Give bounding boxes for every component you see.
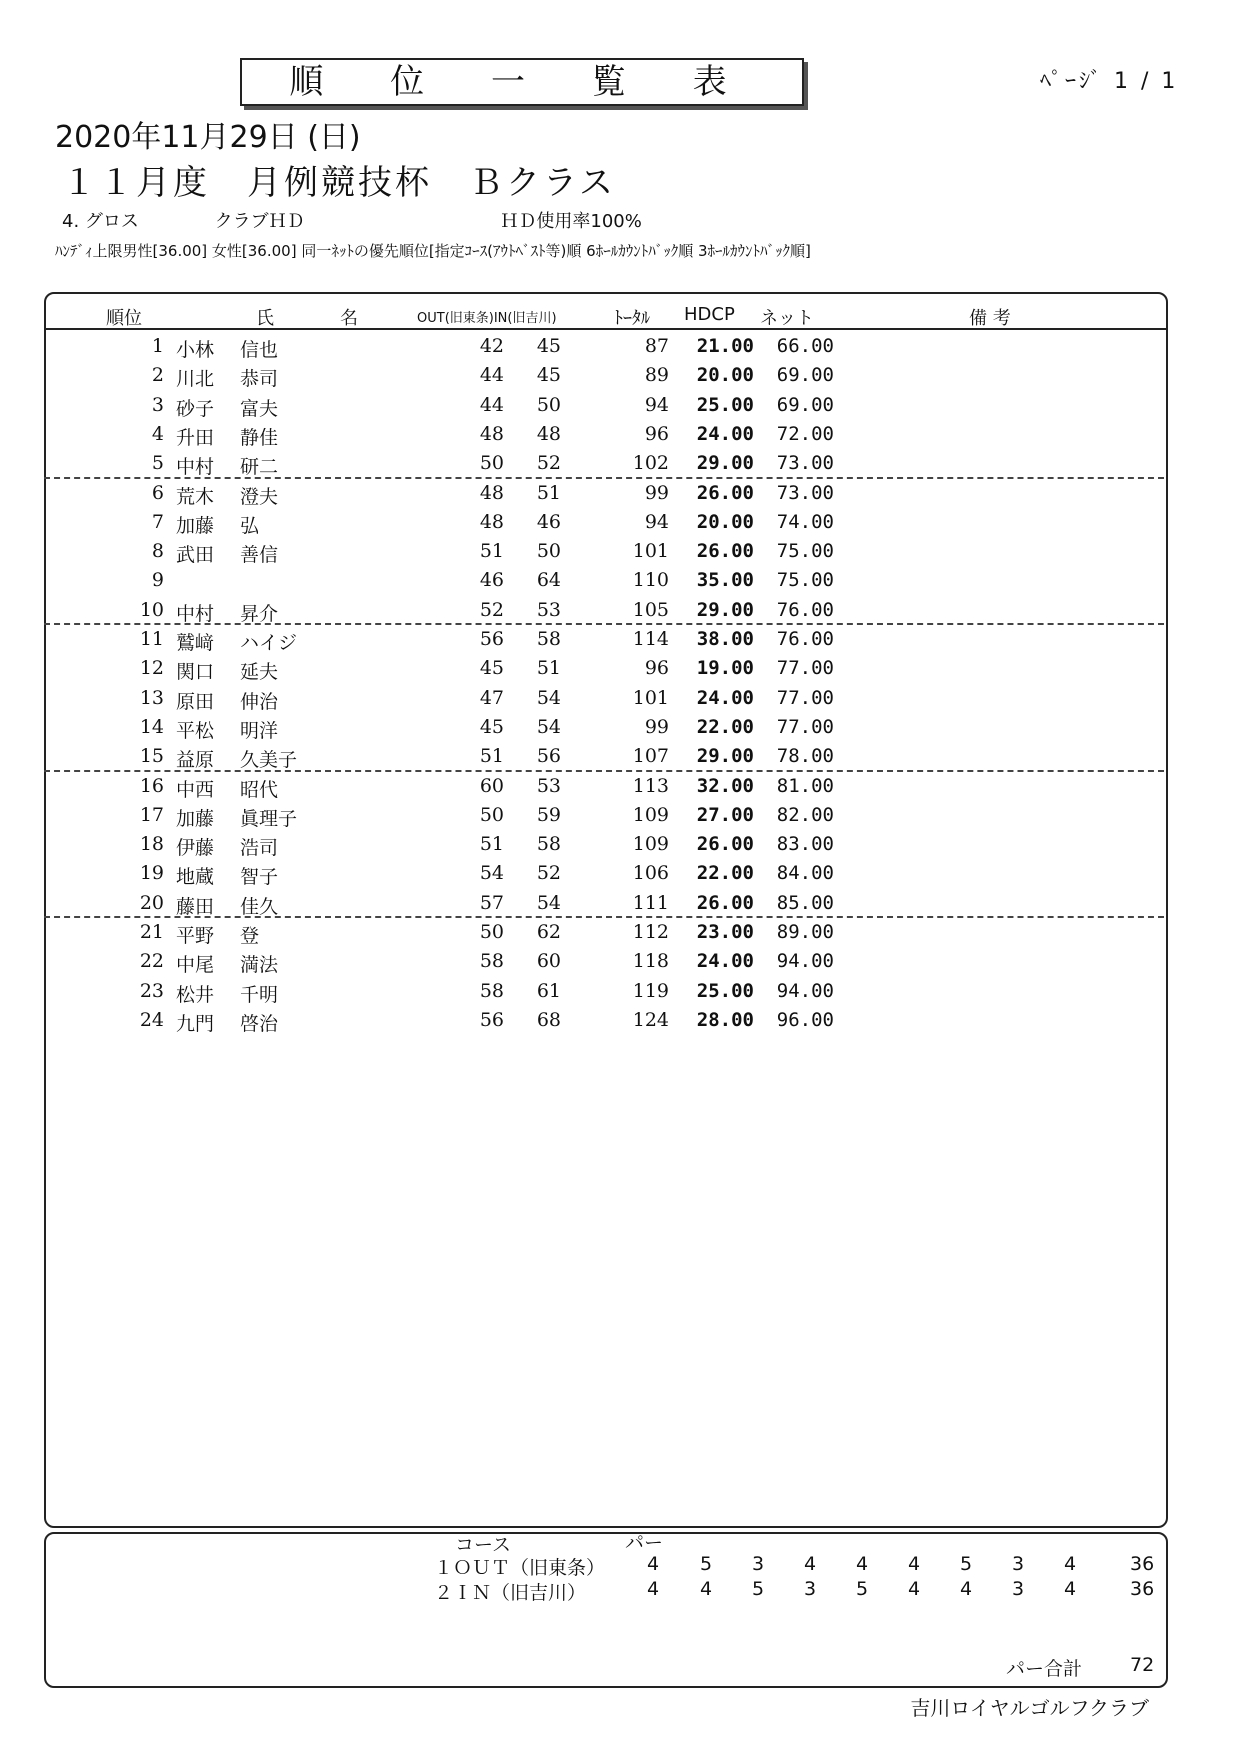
group-separator bbox=[44, 623, 1164, 625]
table-row bbox=[44, 860, 1164, 889]
cell-hdcp: 28.00 bbox=[696, 1008, 754, 1031]
cell-giv: 智子 bbox=[240, 866, 279, 889]
cell-in: 50 bbox=[536, 540, 561, 563]
course-par-total: 36 bbox=[1130, 1578, 1155, 1600]
cell-in: 46 bbox=[536, 510, 561, 533]
table-row bbox=[44, 362, 1164, 391]
header-divider bbox=[44, 328, 1166, 330]
table-row bbox=[44, 655, 1164, 684]
tiebreak-rules: ﾊﾝﾃﾞｨ上限男性[36.00] 女性[36.00] 同一ﾈｯﾄの優先順位[指定ｺｰｽ(ｱｳﾄﾍﾞｽﾄ等)順 6ﾎｰﾙｶｳﾝﾄﾊﾞｯｸ順 3ﾎｰﾙｶｳﾝﾄﾊﾞｯｸ順] bbox=[55, 242, 811, 260]
cell-out: 48 bbox=[479, 422, 504, 445]
table-row bbox=[44, 1007, 1164, 1036]
cell-net: 78.00 bbox=[776, 745, 834, 768]
cell-sur: 中尾 bbox=[176, 954, 215, 977]
table-row bbox=[44, 421, 1164, 450]
cell-sur: 中村 bbox=[176, 602, 215, 625]
cell-rank: 10 bbox=[139, 598, 164, 621]
cell-giv: 善信 bbox=[240, 544, 279, 567]
cell-total: 89 bbox=[644, 364, 669, 387]
table-row bbox=[44, 978, 1164, 1007]
cell-total: 102 bbox=[632, 452, 669, 475]
cell-giv: 昭代 bbox=[240, 778, 279, 801]
table-row bbox=[44, 333, 1164, 362]
hole-par: 3 bbox=[752, 1553, 765, 1575]
cell-total: 109 bbox=[632, 833, 669, 856]
cell-hdcp: 20.00 bbox=[696, 364, 754, 387]
cell-net: 82.00 bbox=[776, 803, 834, 826]
hole-par: 4 bbox=[1064, 1553, 1077, 1575]
cell-total: 124 bbox=[632, 1008, 669, 1031]
cell-giv: 眞理子 bbox=[240, 807, 298, 830]
header-name-1: 氏 bbox=[256, 308, 274, 329]
cell-net: 96.00 bbox=[776, 1008, 834, 1031]
cell-total: 119 bbox=[632, 979, 669, 1002]
cell-net: 75.00 bbox=[776, 540, 834, 563]
cell-out: 57 bbox=[479, 891, 504, 914]
cell-giv: 富夫 bbox=[240, 397, 279, 420]
cell-out: 47 bbox=[479, 686, 504, 709]
cell-hdcp: 25.00 bbox=[696, 393, 754, 416]
cell-total: 113 bbox=[632, 774, 669, 797]
table-row bbox=[44, 538, 1164, 567]
table-header bbox=[44, 304, 1164, 328]
cell-sur: 加藤 bbox=[176, 514, 215, 537]
cell-out: 58 bbox=[479, 979, 504, 1002]
cell-in: 50 bbox=[536, 393, 561, 416]
page-number: ﾍﾟｰｼﾞ 1 / 1 bbox=[1040, 69, 1179, 94]
cell-total: 94 bbox=[644, 393, 669, 416]
hole-par: 4 bbox=[804, 1553, 817, 1575]
cell-rank: 17 bbox=[139, 803, 164, 826]
course-label: コース bbox=[455, 1534, 512, 1556]
cell-hdcp: 20.00 bbox=[696, 510, 754, 533]
header-name-2: 名 bbox=[340, 308, 358, 329]
cell-net: 69.00 bbox=[776, 364, 834, 387]
cell-sur: 小林 bbox=[176, 339, 215, 361]
course-line bbox=[44, 1553, 1164, 1579]
course-name: ２ＩＮ（旧吉川） bbox=[434, 1582, 587, 1604]
cell-in: 54 bbox=[536, 891, 561, 914]
cell-hdcp: 23.00 bbox=[696, 921, 754, 943]
hole-par: 4 bbox=[908, 1578, 921, 1600]
table-row bbox=[44, 743, 1164, 772]
header-out-in: OUT(旧東条)IN(旧吉川) bbox=[417, 311, 557, 326]
par-total-value: 72 bbox=[1130, 1654, 1155, 1676]
cell-net: 75.00 bbox=[776, 569, 834, 592]
cell-out: 46 bbox=[479, 569, 504, 592]
cell-hdcp: 22.00 bbox=[696, 715, 754, 738]
par-label: パー bbox=[625, 1532, 664, 1554]
page-title: 順 位 一 覧 表 bbox=[240, 58, 804, 106]
table-row bbox=[44, 890, 1164, 919]
cell-sur: 荒木 bbox=[176, 485, 215, 508]
cell-sur: 関口 bbox=[176, 661, 215, 684]
cell-rank: 23 bbox=[139, 979, 164, 1002]
cell-out: 56 bbox=[479, 1008, 504, 1031]
cell-rank: 15 bbox=[139, 745, 164, 768]
cell-sur: 砂子 bbox=[176, 397, 215, 420]
cell-out: 50 bbox=[479, 803, 504, 826]
cell-hdcp: 29.00 bbox=[696, 452, 754, 475]
cell-net: 74.00 bbox=[776, 510, 834, 533]
cell-sur: 平松 bbox=[176, 719, 215, 742]
cell-in: 51 bbox=[536, 481, 561, 504]
cell-net: 69.00 bbox=[776, 393, 834, 416]
club-name: 吉川ロイヤルゴルフクラブ bbox=[910, 1696, 1149, 1720]
cell-rank: 8 bbox=[151, 540, 164, 563]
cell-net: 77.00 bbox=[776, 715, 834, 738]
hole-par: 3 bbox=[804, 1578, 817, 1600]
table-row bbox=[44, 392, 1164, 421]
cell-total: 114 bbox=[632, 628, 669, 650]
cell-sur: 中西 bbox=[176, 778, 215, 801]
hole-par: 5 bbox=[752, 1578, 765, 1600]
cell-in: 58 bbox=[536, 833, 561, 856]
header-rank: 順位 bbox=[106, 308, 142, 329]
cell-total: 111 bbox=[632, 891, 669, 914]
cell-net: 72.00 bbox=[776, 422, 834, 445]
cell-sur: 松井 bbox=[176, 983, 215, 1006]
cell-hdcp: 26.00 bbox=[696, 481, 754, 504]
cell-giv: 研二 bbox=[240, 456, 279, 479]
cell-total: 99 bbox=[644, 715, 669, 738]
cell-net: 89.00 bbox=[776, 921, 834, 943]
hole-par: 4 bbox=[647, 1553, 660, 1575]
cell-giv: 浩司 bbox=[240, 837, 279, 860]
cell-rank: 9 bbox=[151, 569, 164, 592]
cell-in: 54 bbox=[536, 715, 561, 738]
group-separator bbox=[44, 916, 1164, 918]
cell-in: 51 bbox=[536, 657, 561, 680]
cell-out: 51 bbox=[479, 540, 504, 563]
cell-in: 54 bbox=[536, 686, 561, 709]
hole-par: 3 bbox=[1012, 1553, 1025, 1575]
group-separator bbox=[44, 477, 1164, 479]
cell-net: 94.00 bbox=[776, 950, 834, 973]
course-line bbox=[44, 1578, 1164, 1604]
cell-giv: 延夫 bbox=[240, 661, 279, 684]
cell-out: 45 bbox=[479, 657, 504, 680]
cell-hdcp: 25.00 bbox=[696, 979, 754, 1002]
header-hdcp: HDCP bbox=[684, 304, 735, 325]
cell-rank: 5 bbox=[151, 452, 164, 475]
cell-in: 62 bbox=[536, 921, 561, 943]
hole-par: 3 bbox=[1012, 1578, 1025, 1600]
cell-rank: 4 bbox=[151, 422, 164, 445]
cell-total: 105 bbox=[632, 598, 669, 621]
handicap-rate: ＨＤ使用率100% bbox=[500, 211, 642, 232]
cell-in: 61 bbox=[536, 979, 561, 1002]
table-row bbox=[44, 802, 1164, 831]
cell-sur: 鷲﨑 bbox=[176, 632, 215, 654]
cell-net: 77.00 bbox=[776, 686, 834, 709]
cell-in: 68 bbox=[536, 1008, 561, 1031]
course-par-total: 36 bbox=[1130, 1553, 1155, 1575]
cell-in: 48 bbox=[536, 422, 561, 445]
hole-par: 5 bbox=[856, 1578, 869, 1600]
table-row bbox=[44, 831, 1164, 860]
cell-hdcp: 22.00 bbox=[696, 862, 754, 885]
course-name: １ＯＵＴ（旧東条） bbox=[434, 1557, 606, 1579]
cell-rank: 7 bbox=[151, 510, 164, 533]
cell-in: 59 bbox=[536, 803, 561, 826]
cell-sur: 伊藤 bbox=[176, 837, 215, 860]
table-row bbox=[44, 626, 1164, 655]
cell-rank: 6 bbox=[151, 481, 164, 504]
cell-hdcp: 27.00 bbox=[696, 803, 754, 826]
cell-rank: 16 bbox=[139, 774, 164, 797]
table-row bbox=[44, 480, 1164, 509]
par-total-label: パー合計 bbox=[1006, 1658, 1083, 1680]
hole-par: 4 bbox=[856, 1553, 869, 1575]
cell-sur: 原田 bbox=[176, 690, 215, 713]
cell-net: 84.00 bbox=[776, 862, 834, 885]
cell-in: 45 bbox=[536, 335, 561, 357]
table-row bbox=[44, 567, 1164, 596]
cell-giv: 満法 bbox=[240, 954, 279, 977]
cell-hdcp: 26.00 bbox=[696, 833, 754, 856]
cell-total: 99 bbox=[644, 481, 669, 504]
cell-out: 51 bbox=[479, 745, 504, 768]
table-row bbox=[44, 773, 1164, 802]
cell-hdcp: 24.00 bbox=[696, 686, 754, 709]
table-row bbox=[44, 685, 1164, 714]
cell-total: 96 bbox=[644, 657, 669, 680]
cell-giv: ハイジ bbox=[240, 632, 298, 654]
cell-out: 42 bbox=[479, 335, 504, 357]
cell-rank: 11 bbox=[139, 628, 164, 650]
cell-sur: 川北 bbox=[176, 368, 215, 391]
cell-giv: 久美子 bbox=[240, 749, 298, 772]
cell-rank: 1 bbox=[151, 335, 164, 357]
cell-giv: 澄夫 bbox=[240, 485, 279, 508]
cell-rank: 18 bbox=[139, 833, 164, 856]
header-total: ﾄｰﾀﾙ bbox=[614, 308, 650, 329]
cell-sur: 九門 bbox=[176, 1012, 215, 1035]
cell-total: 112 bbox=[632, 921, 669, 943]
cell-hdcp: 26.00 bbox=[696, 891, 754, 914]
cell-in: 45 bbox=[536, 364, 561, 387]
cell-net: 85.00 bbox=[776, 891, 834, 914]
hole-par: 4 bbox=[700, 1578, 713, 1600]
cell-total: 87 bbox=[644, 335, 669, 357]
cell-sur: 升田 bbox=[176, 426, 215, 449]
cell-out: 48 bbox=[479, 481, 504, 504]
cell-hdcp: 32.00 bbox=[696, 774, 754, 797]
cell-in: 64 bbox=[536, 569, 561, 592]
table-row bbox=[44, 919, 1164, 948]
cell-rank: 21 bbox=[139, 921, 164, 943]
cell-hdcp: 24.00 bbox=[696, 950, 754, 973]
cell-giv: 恭司 bbox=[240, 368, 279, 391]
cell-hdcp: 26.00 bbox=[696, 540, 754, 563]
cell-hdcp: 35.00 bbox=[696, 569, 754, 592]
cell-out: 44 bbox=[479, 364, 504, 387]
cell-total: 118 bbox=[632, 950, 669, 973]
cell-sur: 中村 bbox=[176, 456, 215, 479]
cell-hdcp: 21.00 bbox=[696, 335, 754, 357]
cell-in: 52 bbox=[536, 452, 561, 475]
event-name: １１月度 月例競技杯 Ｂクラス bbox=[62, 163, 616, 203]
cell-net: 77.00 bbox=[776, 657, 834, 680]
cell-sur: 地蔵 bbox=[176, 866, 215, 889]
cell-total: 110 bbox=[632, 569, 669, 592]
hole-par: 4 bbox=[647, 1578, 660, 1600]
header-net: ネット bbox=[760, 308, 814, 329]
cell-giv: 登 bbox=[240, 925, 260, 947]
cell-rank: 14 bbox=[139, 715, 164, 738]
cell-total: 109 bbox=[632, 803, 669, 826]
cell-in: 52 bbox=[536, 862, 561, 885]
scoring-info bbox=[62, 207, 712, 233]
cell-out: 50 bbox=[479, 921, 504, 943]
cell-sur: 加藤 bbox=[176, 807, 215, 830]
cell-total: 107 bbox=[632, 745, 669, 768]
cell-net: 73.00 bbox=[776, 481, 834, 504]
cell-sur: 武田 bbox=[176, 544, 215, 567]
cell-total: 106 bbox=[632, 862, 669, 885]
cell-net: 76.00 bbox=[776, 598, 834, 621]
cell-rank: 20 bbox=[139, 891, 164, 914]
cell-rank: 12 bbox=[139, 657, 164, 680]
cell-net: 76.00 bbox=[776, 628, 834, 650]
cell-giv: 啓治 bbox=[240, 1012, 279, 1035]
cell-rank: 13 bbox=[139, 686, 164, 709]
hole-par: 4 bbox=[908, 1553, 921, 1575]
cell-giv: 伸治 bbox=[240, 690, 279, 713]
cell-giv: 弘 bbox=[240, 514, 260, 537]
cell-total: 94 bbox=[644, 510, 669, 533]
group-separator bbox=[44, 770, 1164, 772]
cell-giv: 佳久 bbox=[240, 895, 279, 918]
cell-rank: 3 bbox=[151, 393, 164, 416]
cell-sur: 益原 bbox=[176, 749, 215, 772]
cell-giv: 昇介 bbox=[240, 602, 279, 625]
cell-giv: 静佳 bbox=[240, 426, 279, 449]
cell-rank: 19 bbox=[139, 862, 164, 885]
cell-net: 94.00 bbox=[776, 979, 834, 1002]
cell-hdcp: 19.00 bbox=[696, 657, 754, 680]
cell-hdcp: 24.00 bbox=[696, 422, 754, 445]
cell-total: 96 bbox=[644, 422, 669, 445]
hole-par: 4 bbox=[960, 1578, 973, 1600]
cell-total: 101 bbox=[632, 686, 669, 709]
cell-out: 52 bbox=[479, 598, 504, 621]
cell-out: 56 bbox=[479, 628, 504, 650]
cell-sur: 平野 bbox=[176, 925, 215, 947]
header-notes: 備 考 bbox=[969, 308, 1011, 329]
hole-par: 5 bbox=[700, 1553, 713, 1575]
table-row bbox=[44, 509, 1164, 538]
cell-giv: 千明 bbox=[240, 983, 279, 1006]
cell-out: 48 bbox=[479, 510, 504, 533]
cell-net: 81.00 bbox=[776, 774, 834, 797]
table-row bbox=[44, 450, 1164, 479]
cell-hdcp: 29.00 bbox=[696, 598, 754, 621]
table-row bbox=[44, 597, 1164, 626]
cell-out: 58 bbox=[479, 950, 504, 973]
cell-out: 44 bbox=[479, 393, 504, 416]
event-date: 2020年11月29日 (日) bbox=[55, 120, 361, 155]
cell-out: 51 bbox=[479, 833, 504, 856]
cell-in: 53 bbox=[536, 598, 561, 621]
cell-rank: 2 bbox=[151, 364, 164, 387]
cell-in: 58 bbox=[536, 628, 561, 650]
cell-net: 66.00 bbox=[776, 335, 834, 357]
cell-giv: 明洋 bbox=[240, 719, 279, 742]
cell-total: 101 bbox=[632, 540, 669, 563]
table-row bbox=[44, 948, 1164, 977]
cell-out: 60 bbox=[479, 774, 504, 797]
scoring-method: 4. グロス bbox=[62, 211, 139, 232]
cell-net: 83.00 bbox=[776, 833, 834, 856]
cell-sur: 藤田 bbox=[176, 895, 215, 918]
hole-par: 4 bbox=[1064, 1578, 1077, 1600]
cell-net: 73.00 bbox=[776, 452, 834, 475]
cell-hdcp: 29.00 bbox=[696, 745, 754, 768]
cell-out: 45 bbox=[479, 715, 504, 738]
cell-rank: 22 bbox=[139, 950, 164, 973]
cell-in: 53 bbox=[536, 774, 561, 797]
hole-par: 5 bbox=[960, 1553, 973, 1575]
cell-giv: 信也 bbox=[240, 339, 279, 361]
cell-rank: 24 bbox=[139, 1008, 164, 1031]
cell-in: 60 bbox=[536, 950, 561, 973]
cell-out: 54 bbox=[479, 862, 504, 885]
cell-out: 50 bbox=[479, 452, 504, 475]
cell-hdcp: 38.00 bbox=[696, 628, 754, 650]
cell-in: 56 bbox=[536, 745, 561, 768]
table-row bbox=[44, 714, 1164, 743]
handicap-type: クラブＨＤ bbox=[214, 211, 305, 232]
